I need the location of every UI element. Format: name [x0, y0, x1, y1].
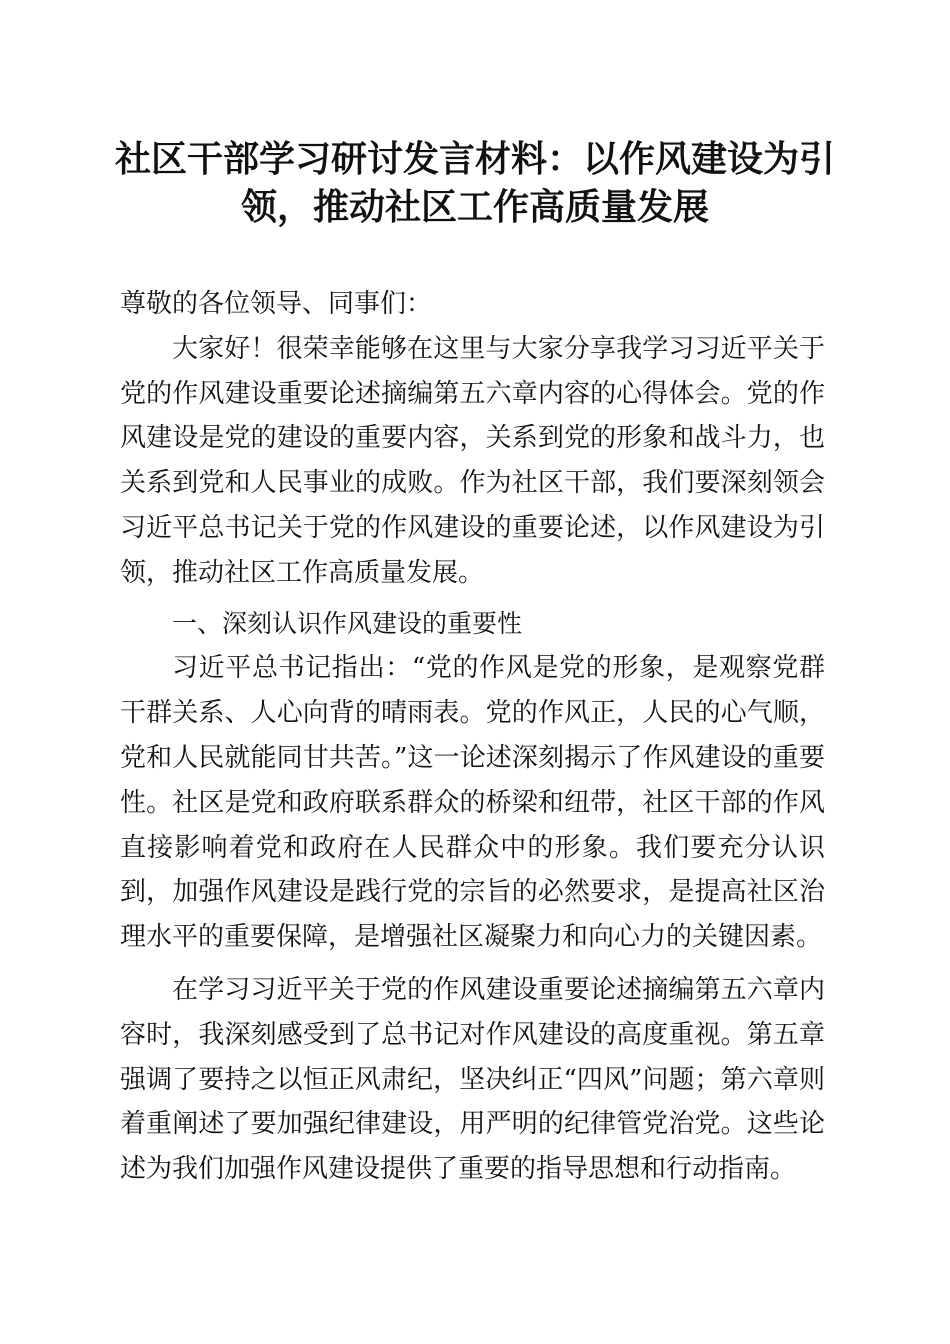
document-title: 社区干部学习研讨发言材料：以作风建设为引领，推动社区工作高质量发展: [114, 138, 835, 228]
salutation: 尊敬的各位领导、同事们：: [120, 289, 433, 319]
section-paragraph: 在学习习近平关于党的作风建设重要论述摘编第五六章内容时，我深刻感受到了总书记对作风建设的高度重视。第五章强调了要持之以恒正风肃纪，坚决纠正“四风”问题；第六章则着重阐述了要加强纪律建设，用严明的纪律管党治党。这些论述为我们加强作风建设提供了重要的指导思想和行动指南。: [120, 974, 825, 1185]
section-paragraph: 习近平总书记指出：“党的作风是党的形象，是观察党群干群关系、人心向背的晴雨表。党的作风正，人民的心气顺，党和人民就能同甘共苦。”这一论述深刻揭示了作风建设的重要性。社区是党和政府联系群众的桥梁和纽带，社区干部的作风直接影响着党和政府在人民群众中的形象。我们要充分认识到，加强作风建设是践行党的宗旨的必然要求，是提高社区治理水平的重要保障，是增强社区凝聚力和向心力的关键因素。: [120, 653, 825, 953]
document-body: [120, 282, 825, 1192]
intro-paragraph: 大家好！很荣幸能够在这里与大家分享我学习习近平关于党的作风建设重要论述摘编第五六章内容的心得体会。党的作风建设是党的建设的重要内容，关系到党的形象和战斗力，也关系到党和人民事业的成败。作为社区干部，我们要深刻领会习近平总书记关于党的作风建设的重要论述，以作风建设为引领，推动社区工作高质量发展。: [120, 333, 825, 588]
section-heading: 一、深刻认识作风建设的重要性: [172, 608, 523, 638]
